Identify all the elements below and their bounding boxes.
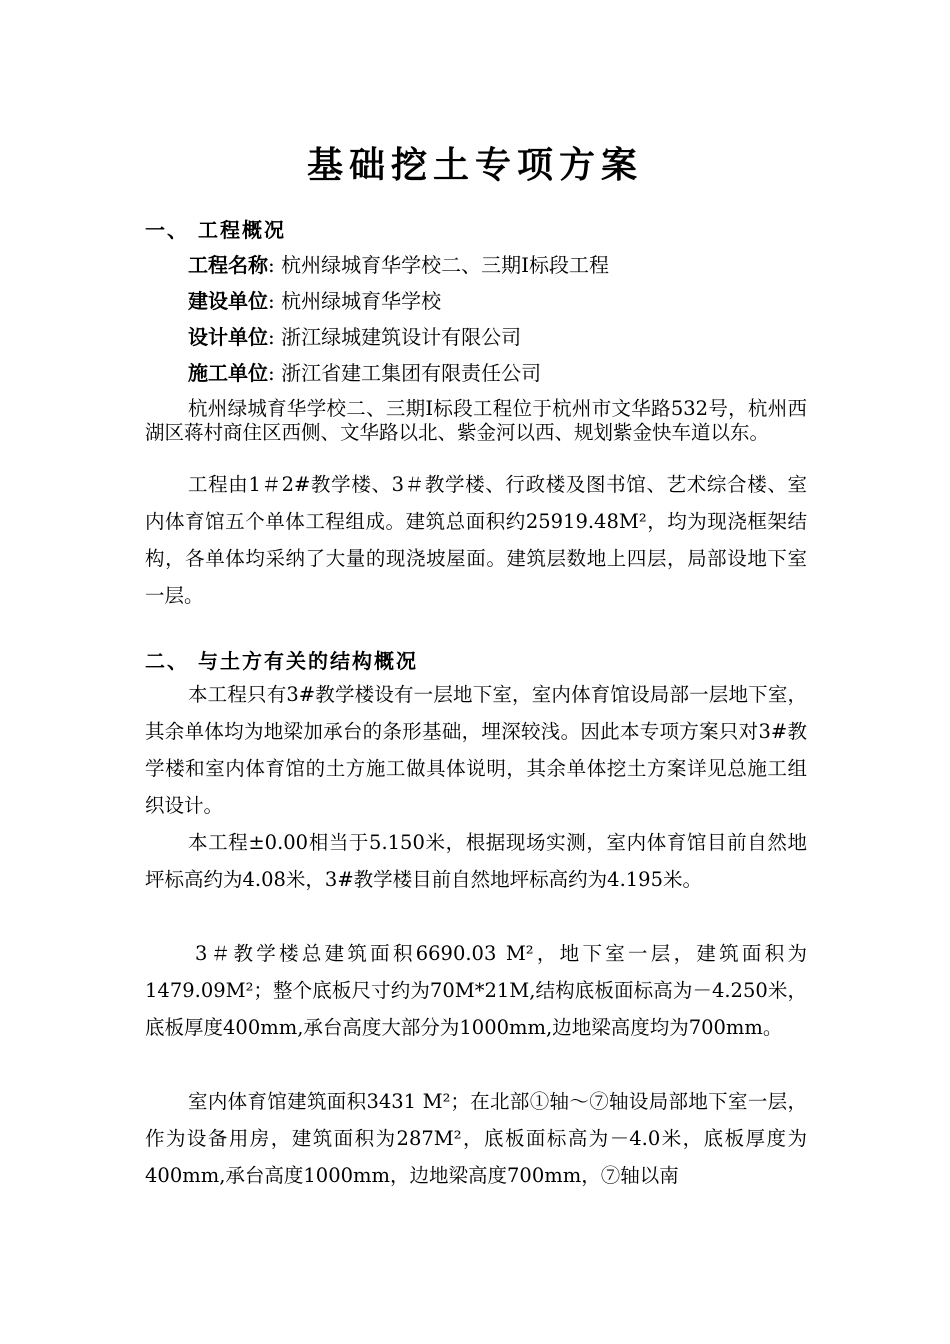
info-row-project-name [188, 250, 609, 280]
info-separator: : [268, 253, 275, 277]
section-heading-overview: 一、 工程概况 [145, 218, 286, 242]
page-title: 基础挖土专项方案 [306, 145, 643, 186]
info-label: 施工单位 [188, 361, 268, 385]
info-row-owner [188, 286, 441, 316]
paragraph-composition: 工程由1＃2#教学楼、3＃教学楼、行政楼及图书馆、艺术综合楼、室内体育馆五个单体工程组成。建筑总面积约25919.48M²，均为现浇框架结构，各单体均采纳了大量的现浇坡屋面。建筑层数地上四层，局部设地下室一层。 [145, 473, 807, 607]
info-value: 浙江省建工集团有限责任公司 [281, 361, 542, 385]
paragraph-location: 杭州绿城育华学校二、三期I标段工程位于杭州市文华路532号，杭州西湖区蒋村商住区西侧、文华路以北、紫金河以西、规划紫金快车道以东。 [145, 397, 807, 444]
info-value: 杭州绿城育华学校二、三期I标段工程 [281, 253, 610, 277]
paragraph-building-3: 3＃教学楼总建筑面积6690.03 M²，地下室一层，建筑面积为1479.09M²；整个底板尺寸约为70M*21M,结构底板面标高为－4.250米，底板厚度400mm,承台高度大部分为1000mm,边地梁高度均为700mm。 [145, 942, 807, 1039]
info-label: 建设单位 [188, 289, 268, 313]
info-row-designer [188, 322, 521, 352]
paragraph-gymnasium: 室内体育馆建筑面积3431 M²；在北部①轴～⑦轴设局部地下室一层，作为设备用房，建筑面积为287M²，底板面标高为－4.0米，底板厚度为400mm,承台高度1000mm，边地梁高度700mm，⑦轴以南 [145, 1090, 807, 1187]
info-value: 浙江绿城建筑设计有限公司 [281, 325, 522, 349]
info-label: 设计单位 [188, 325, 268, 349]
info-row-contractor [188, 358, 541, 388]
info-separator: : [268, 325, 275, 349]
info-label: 工程名称 [188, 253, 268, 277]
info-separator: : [268, 289, 275, 313]
section-heading-structure: 二、 与土方有关的结构概况 [145, 649, 418, 673]
paragraph-elevation: 本工程±0.00相当于5.150米，根据现场实测，室内体育馆目前自然地坪标高约为4.08米，3#教学楼目前自然地坪标高约为4.195米。 [145, 831, 807, 891]
paragraph-scope: 本工程只有3#教学楼设有一层地下室，室内体育馆设局部一层地下室，其余单体均为地梁加承台的条形基础，埋深较浅。因此本专项方案只对3#教学楼和室内体育馆的土方施工做具体说明，其余单体挖土方案详见总施工组织设计。 [145, 683, 807, 817]
info-value: 杭州绿城育华学校 [281, 289, 442, 313]
info-separator: : [268, 361, 275, 385]
